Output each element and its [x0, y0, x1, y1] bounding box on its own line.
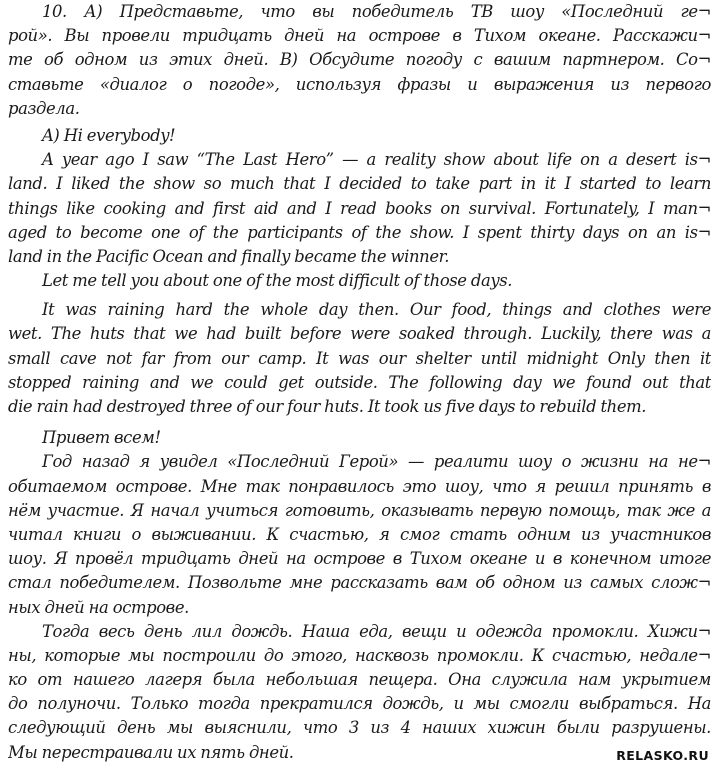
task-line: ставьте «диалог о погоде», используя фразы и выражения из первого	[8, 74, 711, 94]
text-line: ных дней на острове.	[8, 597, 189, 617]
text-line: stopped raining and we could get outside. The following day we found out that	[8, 372, 711, 392]
text-line: читал книги о выживании. К счастью, я смог стать одним из участников	[8, 524, 711, 544]
text-line: It was raining hard the whole day then. Our food, things and clothes were	[42, 300, 711, 320]
text-line: A year ago I saw “The Last Hero” — a reality show about life on a desert is¬	[42, 150, 711, 170]
text-line: Let me tell you about one of the most difficult of those days.	[42, 271, 513, 291]
english-paragraph-1	[8, 148, 711, 269]
task-statement	[8, 0, 711, 121]
english-section	[8, 124, 711, 419]
russian-paragraph-2	[8, 620, 711, 765]
text-line: land. I liked the show so much that I decided to take part in it I started to learn	[8, 174, 711, 194]
text-line: обитаемом острове. Мне так понравилось это шоу, что я решил принять в	[8, 476, 711, 496]
english-paragraph-2	[8, 269, 711, 293]
english-paragraph-3	[8, 298, 711, 419]
text-line: Год назад я увидел «Последний Герой» — реалити шоу о жизни на не¬	[42, 452, 711, 472]
text-line: ко от нашего лагеря была небольшая пещера. Она служила нам укрытием	[8, 670, 711, 690]
text-line: Тогда весь день лил дождь. Наша еда, вещи и одежда промокли. Хижи¬	[42, 621, 711, 641]
russian-greeting: Привет всем!	[42, 428, 161, 448]
text-line: шоу. Я провёл тридцать дней на острове в Тихом океане и в конечном итоге	[8, 549, 711, 569]
watermark: RELASKO.RU	[616, 748, 709, 763]
text-line: нём участие. Я начал учиться готовить, оказывать первую помощь, так же а	[8, 500, 711, 520]
text-line: small cave not far from our camp. It was our shelter until midnight Only then it	[8, 348, 711, 368]
text-line: die rain had destroyed three of our four huts. It took us five days to rebuild them.	[8, 397, 647, 416]
text-line: aged to become one of the participants of the show. I spent thirty days on an is¬	[8, 222, 711, 242]
text-line: стал победителем. Позвольте мне рассказать вам об одном из самых слож¬	[8, 573, 711, 593]
text-line: things like cooking and first aid and I read books on survival. Fortunately, I man¬	[8, 198, 711, 218]
text-line: wet. The huts that we had built before were soaked through. Luckily, there was a	[8, 324, 711, 344]
text-line: следующий день мы выяснили, что 3 из 4 наших хижин были разрушены.	[8, 718, 711, 738]
task-line: раздела.	[8, 98, 80, 118]
text-line: land in the Pacific Ocean and finally became the winner.	[8, 246, 450, 266]
russian-paragraph-1	[8, 450, 711, 619]
text-line: до полуночи. Только тогда прекратился дождь, и мы смогли выбраться. На	[8, 694, 711, 714]
task-line: рой». Вы провели тридцать дней на острове в Тихом океане. Расскажи¬	[8, 26, 711, 46]
russian-section	[8, 426, 711, 765]
task-line: 10. А) Представьте, что вы победитель ТВ шоу «Последний ге¬	[42, 2, 711, 21]
text-line: Мы перестраивали их пять дней.	[8, 742, 294, 762]
text-line: ны, которые мы построили до этого, насквозь промокли. К счастью, недале¬	[8, 645, 711, 665]
english-label: A) Hi everybody!	[42, 125, 176, 145]
task-line: те об одном из этих дней. В) Обсудите погоду с вашим партнером. Со¬	[8, 50, 711, 70]
